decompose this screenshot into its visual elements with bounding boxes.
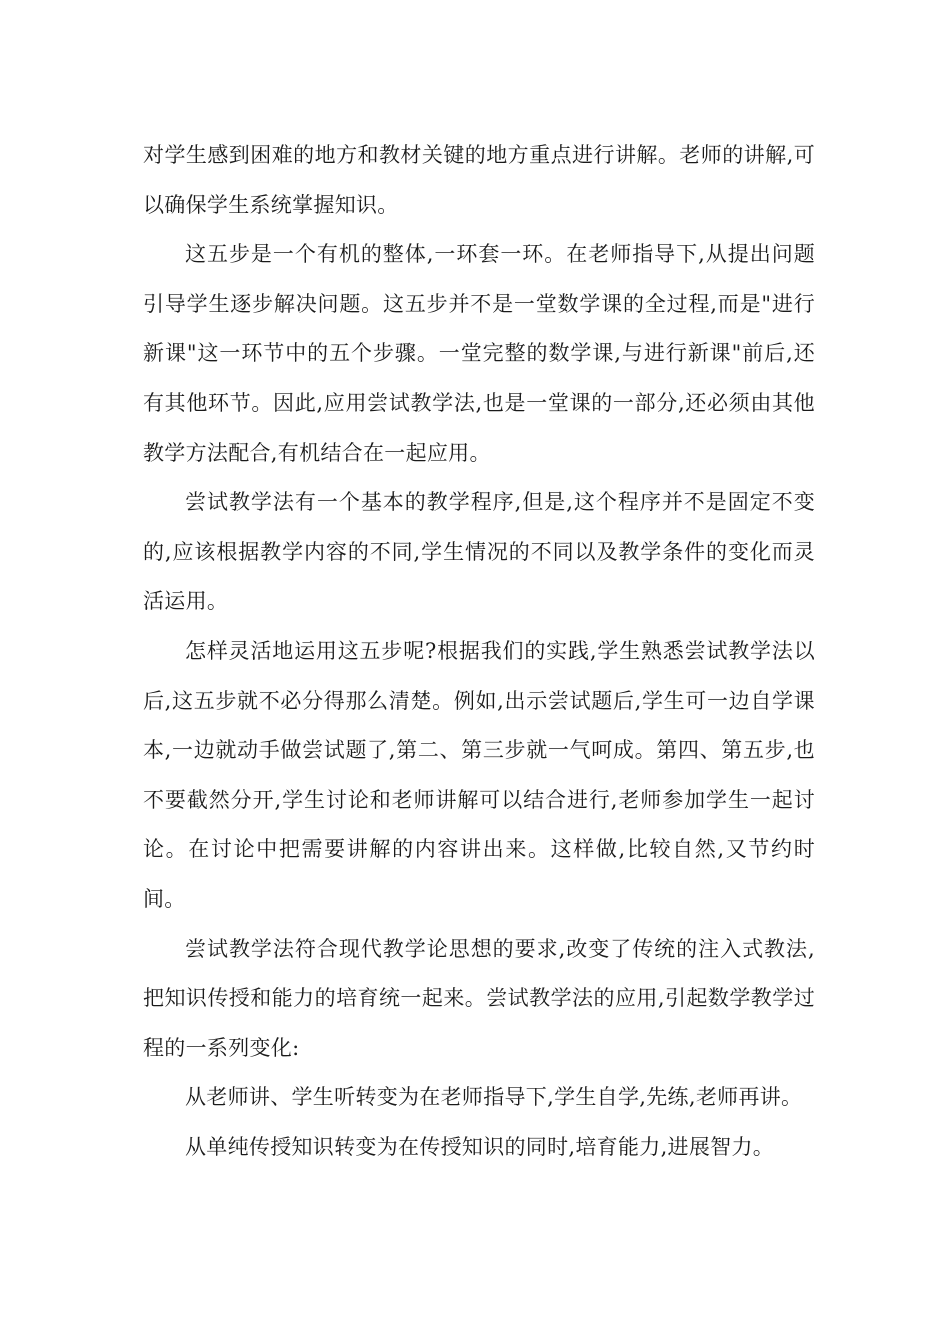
paragraph-3: 尝试教学法有一个基本的教学程序,但是,这个程序并不是固定不变的,应该根据教学内容的不同,学生情况的不同以及教学条件的变化而灵活运用。	[143, 490, 815, 614]
paragraph-6: 从老师讲、学生听转变为在老师指导下,学生自学,先练,老师再讲。	[185, 1085, 803, 1110]
document-body	[143, 131, 815, 1172]
paragraph-4: 怎样灵活地运用这五步呢?根据我们的实践,学生熟悉尝试教学法以后,这五步就不必分得那么清楚。例如,出示尝试题后,学生可一边自学课本,一边就动手做尝试题了,第二、第三步就一气呵成。第四、第五步,也不要截然分开,学生讨论和老师讲解可以结合进行,老师参加学生一起讨论。在讨论中把需要讲解的内容讲出来。这样做,比较自然,又节约时间。	[143, 638, 815, 911]
paragraph-2: 这五步是一个有机的整体,一环套一环。在老师指导下,从提出问题引导学生逐步解决问题。这五步并不是一堂数学课的全过程,而是"进行新课"这一环节中的五个步骤。一堂完整的数学课,与进行新课"前后,还有其他环节。因此,应用尝试教学法,也是一堂课的一部分,还必须由其他教学方法配合,有机结合在一起应用。	[143, 242, 815, 465]
paragraph-1: 对学生感到困难的地方和教材关键的地方重点进行讲解。老师的讲解,可以确保学生系统掌握知识。	[143, 143, 815, 217]
paragraph-7: 从单纯传授知识转变为在传授知识的同时,培育能力,进展智力。	[185, 1134, 775, 1159]
paragraph-5: 尝试教学法符合现代教学论思想的要求,改变了传统的注入式教法,把知识传授和能力的培育统一起来。尝试教学法的应用,引起数学教学过程的一系列变化:	[143, 936, 815, 1060]
